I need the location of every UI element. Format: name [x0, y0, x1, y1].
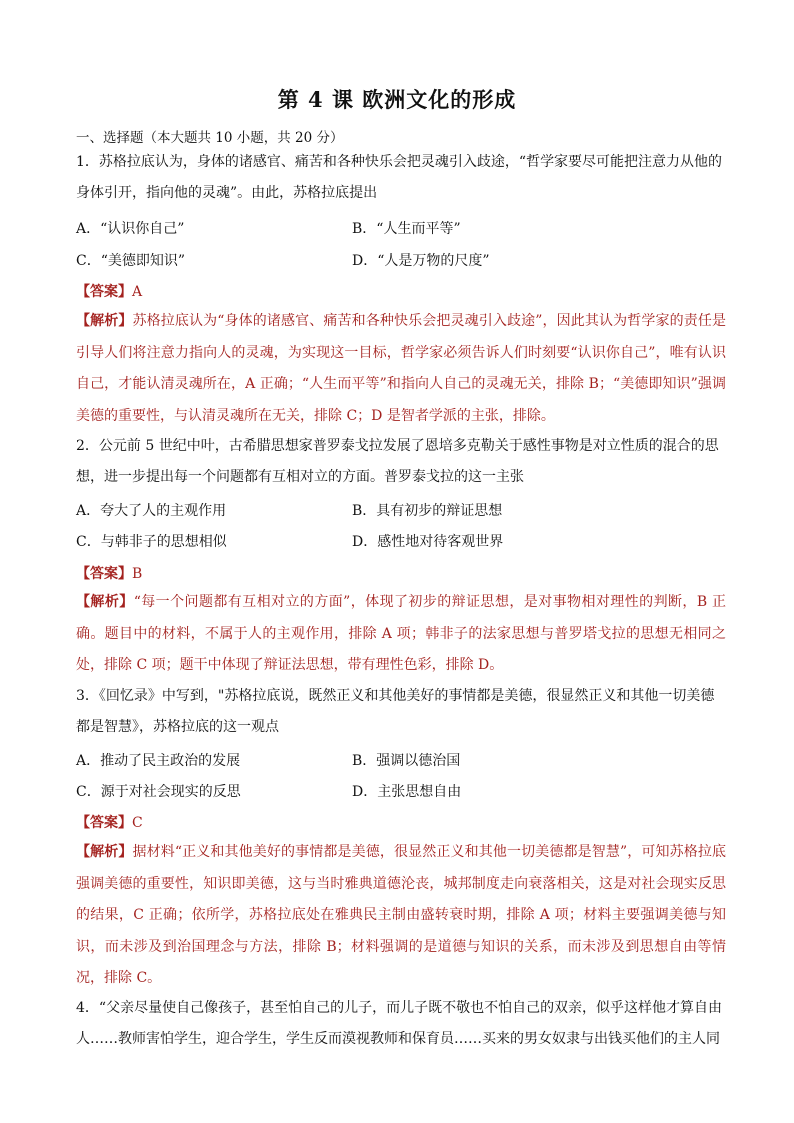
analysis-tag: 【解析】: [76, 844, 133, 860]
question-1-analysis: [76, 306, 726, 432]
section-heading: 一、选择题（本大题共 10 小题，共 20 分）: [76, 130, 344, 146]
answer-tag: 【答案】: [76, 815, 132, 831]
question-2-analysis: [76, 587, 726, 682]
question-1-option-c: C．“美德即知识”: [76, 253, 186, 269]
question-3-analysis: [76, 837, 726, 995]
question-1-option-a: A．“认识你自己”: [76, 221, 185, 237]
question-3-option-c: C．源于对社会现实的反思: [76, 784, 241, 800]
answer-value: C: [132, 815, 143, 831]
question-1-option-d: D．“人是万物的尺度”: [352, 253, 490, 269]
question-2-answer: [76, 563, 142, 583]
question-3-answer: [76, 812, 143, 832]
question-2-option-c: C．与韩非子的思想相似: [76, 534, 227, 550]
question-3-stem: 3．《回忆录》中写到，"苏格拉底说，既然正义和其他美好的事情都是美德，很显然正义和其他一切美德都是智慧》，苏格拉底的这一观点: [76, 688, 715, 735]
question-3-option-a: A．推动了民主政治的发展: [76, 753, 241, 769]
question-3-option-d: D．主张思想自由: [352, 784, 462, 800]
page-title: 第 4 课 欧洲文化的形成: [277, 87, 517, 112]
answer-value: A: [132, 284, 143, 300]
answer-tag: 【答案】: [76, 566, 132, 582]
question-1-option-b: B．“人生而平等”: [352, 221, 461, 237]
question-2-option-a: A．夸大了人的主观作用: [76, 503, 227, 519]
analysis-text: 据材料“正义和其他美好的事情都是美德，很显然正义和其他一切美德都是智慧”，可知苏格拉底强调美德的重要性，知识即美德，这与当时雅典道德沦丧，城邦制度走向衰落相关，这是对社会现实反思的结果，C 正确；依所学，苏格拉底处在雅典民主制由盛转衰时期，排除 A 项；材料主要强调美德与知识，而未涉及到治国理念与方法，排除 B；材料强调的是道德与知识的关系，而未涉及到思想自由等情况，排除 C。: [76, 844, 727, 986]
question-2-stem: 2．公元前 5 世纪中叶，古希腊思想家普罗泰戈拉发展了恩培多克勒关于感性事物是对立性质的混合的思想，进一步提出每一个问题都有互相对立的方面。普罗泰戈拉的这一主张: [76, 438, 719, 485]
question-4-stem: 4．“父亲尽量使自己像孩子，甚至怕自己的儿子，而儿子既不敬也不怕自己的双亲，似乎这样他才算自由人……教师害怕学生，迎合学生，学生反而漠视教师和保育员……买来的男女奴隶与出钱买他们的主人同: [76, 1000, 723, 1047]
answer-tag: 【答案】: [76, 284, 132, 300]
question-1-answer: [76, 281, 142, 301]
question-2-option-b: B．具有初步的辩证思想: [352, 503, 503, 519]
question-1-stem: 1．苏格拉底认为，身体的诸感官、痛苦和各种快乐会把灵魂引入歧途，“哲学家要尽可能把注意力从他的身体引开，指向他的灵魂”。由此，苏格拉底提出: [76, 154, 723, 201]
question-2-option-d: D．感性地对待客观世界: [352, 534, 504, 550]
analysis-text: “每一个问题都有互相对立的方面”，体现了初步的辩证思想，是对事物相对理性的判断，B 正确。题目中的材料，不属于人的主观作用，排除 A 项；韩非子的法家思想与普罗塔戈拉的思想无相同之处，排除 C 项；题干中体现了辩证法思想，带有理性色彩，排除 D。: [76, 594, 726, 673]
answer-value: B: [132, 566, 143, 582]
question-3-option-b: B．强调以德治国: [352, 753, 461, 769]
analysis-tag: 【解析】: [76, 594, 134, 610]
analysis-text: 苏格拉底认为“身体的诸感官、痛苦和各种快乐会把灵魂引入歧途”，因此其认为哲学家的责任是引导人们将注意力指向人的灵魂，为实现这一目标，哲学家必须告诉人们时刻要“认识你自己”，唯有认识自己，才能认清灵魂所在，A 正确；“人生而平等”和指向人自己的灵魂无关，排除 B；“美德即知识”强调美德的重要性，与认清灵魂所在无关，排除 C；D 是智者学派的主张，排除。: [76, 313, 727, 424]
analysis-tag: 【解析】: [76, 313, 133, 329]
